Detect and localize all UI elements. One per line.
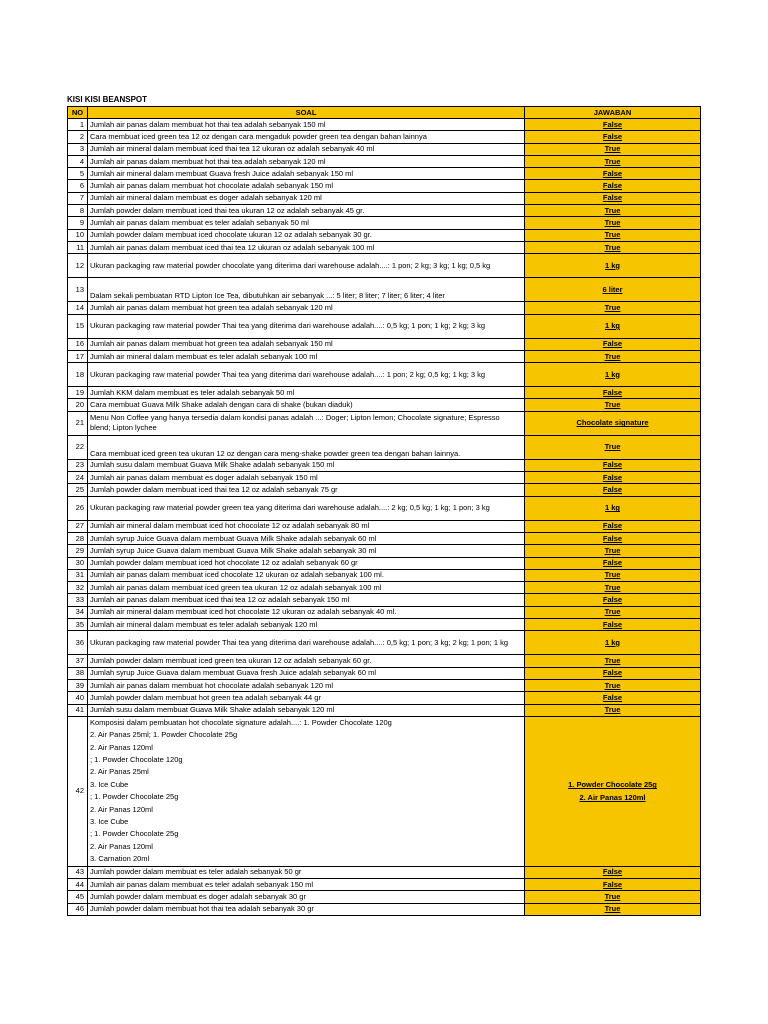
table-row [68, 241, 701, 253]
table-row [68, 278, 701, 302]
row-number: 29 [68, 545, 88, 557]
row-number: 9 [68, 217, 88, 229]
row-number: 20 [68, 399, 88, 411]
row-number: 34 [68, 606, 88, 618]
row-number: 17 [68, 350, 88, 362]
column-header-soal: SOAL [88, 107, 525, 119]
table-row [68, 168, 701, 180]
answer-cell: 1 kg [525, 254, 701, 278]
row-number: 21 [68, 411, 88, 435]
question-cell: Jumlah air panas dalam membuat iced green tea ukuran 12 oz adalah sebanyak 100 ml [88, 582, 525, 594]
row-number: 1 [68, 119, 88, 131]
table-row [68, 903, 701, 915]
question-cell: Jumlah air mineral dalam membuat iced hot chocolate 12 ukuran oz adalah sebanyak 40 ml. [88, 606, 525, 618]
answer-cell: False [525, 520, 701, 532]
answer-cell: True [525, 350, 701, 362]
question-cell: Jumlah air mineral dalam membuat es teler adalah sebanyak 120 ml [88, 619, 525, 631]
answer-cell: False [525, 119, 701, 131]
row-number: 16 [68, 338, 88, 350]
table-row [68, 131, 701, 143]
question-cell: Jumlah air mineral dalam membuat iced thai tea 12 ukuran oz adalah sebanyak 40 ml [88, 143, 525, 155]
answer-cell: True [525, 704, 701, 716]
answer-cell: 1 kg [525, 314, 701, 338]
table-row [68, 338, 701, 350]
table-row [68, 619, 701, 631]
row-number: 13 [68, 278, 88, 302]
answer-cell: True [525, 241, 701, 253]
row-number: 30 [68, 557, 88, 569]
answer-cell: False [525, 459, 701, 471]
table-row [68, 484, 701, 496]
answer-cell: True [525, 545, 701, 557]
question-cell: Jumlah air panas dalam membuat hot thai tea adalah sebanyak 150 ml [88, 119, 525, 131]
row-number: 12 [68, 254, 88, 278]
question-cell: Jumlah air panas dalam membuat es teler adalah sebanyak 150 ml [88, 879, 525, 891]
question-cell: Jumlah syrup Juice Guava dalam membuat Guava Milk Shake adalah sebanyak 60 ml [88, 532, 525, 544]
question-cell: Jumlah powder dalam membuat iced green tea ukuran 12 oz adalah sebanyak 60 gr. [88, 655, 525, 667]
question-cell: Jumlah air mineral dalam membuat Guava fresh Juice adalah sebanyak 150 ml [88, 168, 525, 180]
answer-cell: True [525, 891, 701, 903]
column-header-jawaban: JAWABAN [525, 107, 701, 119]
answer-cell: 1 kg [525, 363, 701, 387]
row-number: 33 [68, 594, 88, 606]
question-cell: Jumlah powder dalam membuat iced hot chocolate 12 oz adalah sebanyak 60 gr [88, 557, 525, 569]
question-cell: Jumlah air panas dalam membuat hot chocolate adalah sebanyak 150 ml [88, 180, 525, 192]
question-cell: Jumlah air panas dalam membuat iced thai tea 12 oz adalah sebanyak 150 ml [88, 594, 525, 606]
table-row [68, 217, 701, 229]
table-row [68, 459, 701, 471]
table-row [68, 363, 701, 387]
answer-cell: True [525, 582, 701, 594]
table-row [68, 520, 701, 532]
table-row [68, 350, 701, 362]
table-row [68, 569, 701, 581]
answer-cell: False [525, 619, 701, 631]
table-row [68, 302, 701, 314]
answer-cell: True [525, 569, 701, 581]
table-row [68, 594, 701, 606]
question-cell: Cara membuat iced green tea ukuran 12 oz dengan cara meng-shake powder green tea dengan bahan lainnya. [88, 435, 525, 459]
question-cell: Jumlah susu dalam membuat Guava Milk Shake adalah sebanyak 150 ml [88, 459, 525, 471]
row-number: 27 [68, 520, 88, 532]
answer-cell: True [525, 435, 701, 459]
row-number: 46 [68, 903, 88, 915]
question-cell: Menu Non Coffee yang hanya tersedia dalam kondisi panas adalah ...: Doger; Lipton lemon; Chocolate signature; Espresso blend; Lipton lychee [88, 411, 525, 435]
question-cell: Jumlah air panas dalam membuat es teler adalah sebanyak 50 ml [88, 217, 525, 229]
answer-cell: True [525, 655, 701, 667]
table-row [68, 704, 701, 716]
row-number: 45 [68, 891, 88, 903]
table-row [68, 472, 701, 484]
row-number: 28 [68, 532, 88, 544]
answer-cell: 6 liter [525, 278, 701, 302]
answer-cell: True [525, 205, 701, 217]
document-title: KISI KISI BEANSPOT [67, 95, 148, 104]
table-body [68, 119, 701, 916]
answer-cell: False [525, 192, 701, 204]
answer-cell: True [525, 399, 701, 411]
answer-cell: False [525, 484, 701, 496]
row-number: 23 [68, 459, 88, 471]
row-number: 39 [68, 679, 88, 691]
answer-cell: False [525, 168, 701, 180]
table-row [68, 119, 701, 131]
question-cell: Jumlah air panas dalam membuat hot thai tea adalah sebanyak 120 ml [88, 155, 525, 167]
table-row [68, 399, 701, 411]
row-number: 6 [68, 180, 88, 192]
question-cell: Komposisi dalam pembuatan hot chocolate signature adalah....: 1. Powder Chocolate 120g 2. Air Panas 25ml; 1. Powder Chocolate 25g 2. Air Panas 120ml ; 1. Powder Chocolate 120g 2. Air Panas 25ml 3. Ice Cube ; 1. Powder Chocolate 25g 2. Air Panas 120ml 3. Ice Cube ; 1. Powder Chocolate 25g 2. Air Panas 120ml 3. Carnation 20ml [88, 716, 525, 866]
question-cell: Ukuran packaging raw material powder Thai tea yang diterima dari warehouse adalah....: 0,5 kg; 1 pon; 3 kg; 2 kg; 1 pon; 1 kg [88, 631, 525, 655]
answer-cell: 1 kg [525, 631, 701, 655]
question-cell: Jumlah syrup Juice Guava dalam membuat Guava fresh Juice adalah sebanyak 60 ml [88, 667, 525, 679]
row-number: 41 [68, 704, 88, 716]
table-row [68, 205, 701, 217]
answer-cell: 1 kg [525, 496, 701, 520]
table-header-row [68, 107, 701, 119]
column-header-no: NO [68, 107, 88, 119]
row-number: 19 [68, 387, 88, 399]
table-row [68, 411, 701, 435]
question-cell: Ukuran packaging raw material powder green tea yang diterima dari warehouse adalah....: 2 kg; 0,5 kg; 1 kg; 1 pon; 3 kg [88, 496, 525, 520]
row-number: 5 [68, 168, 88, 180]
table-row [68, 229, 701, 241]
row-number: 37 [68, 655, 88, 667]
question-cell: Ukuran packaging raw material powder chocolate yang diterima dari warehouse adalah....: 1 pon; 2 kg; 3 kg; 1 kg; 0,5 kg [88, 254, 525, 278]
table-row [68, 314, 701, 338]
row-number: 24 [68, 472, 88, 484]
question-cell: Cara membuat Guava Milk Shake adalah dengan cara di shake (bukan diaduk) [88, 399, 525, 411]
table-row [68, 606, 701, 618]
row-number: 22 [68, 435, 88, 459]
row-number: 3 [68, 143, 88, 155]
question-cell: Jumlah powder dalam membuat iced thai tea ukuran 12 oz adalah sebanyak 45 gr. [88, 205, 525, 217]
answer-cell: False [525, 180, 701, 192]
table-row [68, 496, 701, 520]
question-cell: Jumlah KKM dalam membuat es teler adalah sebanyak 50 ml [88, 387, 525, 399]
question-cell: Jumlah air mineral dalam membuat es doger adalah sebanyak 120 ml [88, 192, 525, 204]
answer-cell: True [525, 302, 701, 314]
answer-cell: True [525, 229, 701, 241]
row-number: 40 [68, 692, 88, 704]
answer-cell: False [525, 594, 701, 606]
question-cell: Ukuran packaging raw material powder Thai tea yang diterima dari warehouse adalah....: 0,5 kg; 1 pon; 1 kg; 2 kg; 3 kg [88, 314, 525, 338]
question-cell: Jumlah susu dalam membuat Guava Milk Shake adalah sebanyak 120 ml [88, 704, 525, 716]
question-cell: Jumlah powder dalam membuat iced thai tea 12 oz adalah sebanyak 75 gr [88, 484, 525, 496]
table-row [68, 866, 701, 878]
question-cell: Jumlah air mineral dalam membuat es teler adalah sebanyak 100 ml [88, 350, 525, 362]
question-cell: Jumlah air panas dalam membuat iced chocolate 12 ukuran oz adalah sebanyak 100 ml. [88, 569, 525, 581]
table-row [68, 716, 701, 866]
table-row [68, 891, 701, 903]
table-row [68, 192, 701, 204]
answer-cell: True [525, 679, 701, 691]
question-cell: Jumlah syrup Juice Guava dalam membuat Guava Milk Shake adalah sebanyak 30 ml [88, 545, 525, 557]
row-number: 32 [68, 582, 88, 594]
answer-cell: False [525, 667, 701, 679]
row-number: 43 [68, 866, 88, 878]
row-number: 36 [68, 631, 88, 655]
question-cell: Jumlah air panas dalam membuat hot green tea adalah sebanyak 150 ml [88, 338, 525, 350]
question-cell: Jumlah air panas dalam membuat hot green tea adalah sebanyak 120 ml [88, 302, 525, 314]
row-number: 11 [68, 241, 88, 253]
answer-cell: False [525, 866, 701, 878]
row-number: 8 [68, 205, 88, 217]
row-number: 15 [68, 314, 88, 338]
table-row [68, 435, 701, 459]
table-row [68, 143, 701, 155]
row-number: 7 [68, 192, 88, 204]
table-row [68, 692, 701, 704]
table-row [68, 667, 701, 679]
answer-cell: True [525, 143, 701, 155]
table-row [68, 545, 701, 557]
row-number: 26 [68, 496, 88, 520]
kisi-kisi-table [67, 106, 701, 916]
answer-cell: True [525, 217, 701, 229]
question-cell: Jumlah powder dalam membuat iced chocolate ukuran 12 oz adalah sebanyak 30 gr. [88, 229, 525, 241]
row-number: 18 [68, 363, 88, 387]
row-number: 44 [68, 879, 88, 891]
row-number: 31 [68, 569, 88, 581]
answer-cell: False [525, 879, 701, 891]
table-row [68, 655, 701, 667]
question-cell: Jumlah air panas dalam membuat es doger adalah sebanyak 150 ml [88, 472, 525, 484]
table-row [68, 879, 701, 891]
answer-cell: True [525, 155, 701, 167]
question-cell: Dalam sekali pembuatan RTD Lipton Ice Tea, dibutuhkan air sebanyak ...: 5 liter; 8 liter; 7 liter; 6 liter; 4 liter [88, 278, 525, 302]
question-cell: Jumlah air mineral dalam membuat iced hot chocolate 12 oz adalah sebanyak 80 ml [88, 520, 525, 532]
table-row [68, 582, 701, 594]
row-number: 35 [68, 619, 88, 631]
table-row [68, 631, 701, 655]
table-row [68, 387, 701, 399]
row-number: 4 [68, 155, 88, 167]
answer-cell: False [525, 338, 701, 350]
answer-cell: True [525, 606, 701, 618]
table-row [68, 679, 701, 691]
table-row [68, 180, 701, 192]
answer-cell: False [525, 131, 701, 143]
answer-cell: False [525, 387, 701, 399]
answer-cell: False [525, 472, 701, 484]
question-cell: Jumlah powder dalam membuat es doger adalah sebanyak 30 gr [88, 891, 525, 903]
question-cell: Jumlah powder dalam membuat hot green tea adalah sebanyak 44 gr [88, 692, 525, 704]
table-row [68, 155, 701, 167]
question-cell: Cara membuat iced green tea 12 oz dengan cara mengaduk powder green tea dengan bahan lainnya [88, 131, 525, 143]
question-cell: Jumlah air panas dalam membuat hot chocolate adalah sebanyak 120 ml [88, 679, 525, 691]
table-row [68, 254, 701, 278]
row-number: 2 [68, 131, 88, 143]
table-row [68, 557, 701, 569]
row-number: 25 [68, 484, 88, 496]
answer-cell: True [525, 903, 701, 915]
row-number: 10 [68, 229, 88, 241]
question-cell: Jumlah powder dalam membuat hot thai tea adalah sebanyak 30 gr [88, 903, 525, 915]
table-row [68, 532, 701, 544]
answer-cell: False [525, 557, 701, 569]
row-number: 42 [68, 716, 88, 866]
answer-cell: 1. Powder Chocolate 25g 2. Air Panas 120ml [525, 716, 701, 866]
answer-cell: Chocolate signature [525, 411, 701, 435]
question-cell: Ukuran packaging raw material powder Thai tea yang diterima dari warehouse adalah....: 1 pon; 2 kg; 0,5 kg; 1 kg; 3 kg [88, 363, 525, 387]
question-cell: Jumlah air panas dalam membuat iced thai tea 12 ukuran oz adalah sebanyak 100 ml [88, 241, 525, 253]
row-number: 14 [68, 302, 88, 314]
answer-cell: False [525, 532, 701, 544]
question-cell: Jumlah powder dalam membuat es teler adalah sebanyak 50 gr [88, 866, 525, 878]
answer-cell: False [525, 692, 701, 704]
row-number: 38 [68, 667, 88, 679]
